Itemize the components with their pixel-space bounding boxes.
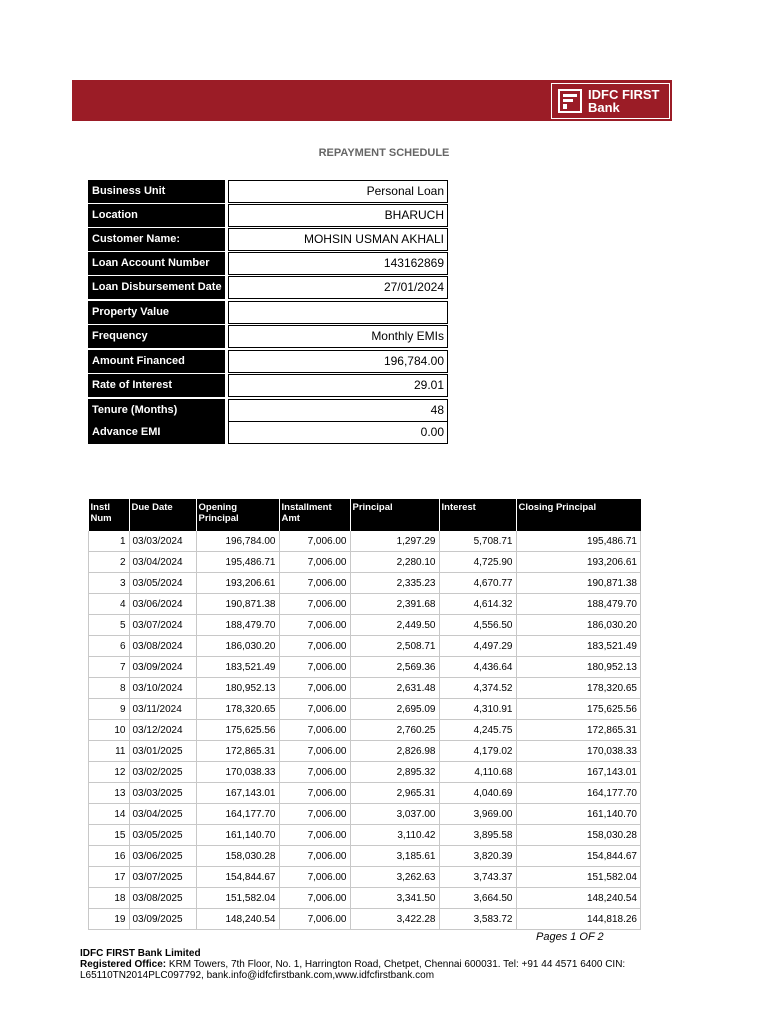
info-value: 27/01/2024 bbox=[228, 276, 448, 299]
table-row bbox=[89, 594, 641, 615]
table-cell: 1,297.29 bbox=[350, 531, 439, 552]
info-label: Loan Account Number bbox=[88, 252, 225, 275]
table-cell: 4,670.77 bbox=[439, 573, 516, 594]
info-label: Frequency bbox=[88, 325, 225, 348]
table-cell: 16 bbox=[89, 846, 130, 867]
info-value: MOHSIN USMAN AKHALI bbox=[228, 228, 448, 251]
table-cell: 7,006.00 bbox=[279, 846, 350, 867]
info-value: 0.00 bbox=[228, 421, 448, 444]
table-cell: 11 bbox=[89, 741, 130, 762]
table-cell: 3,422.28 bbox=[350, 909, 439, 930]
table-cell: 2,569.36 bbox=[350, 657, 439, 678]
table-row bbox=[89, 573, 641, 594]
page-number: Pages 1 OF 2 bbox=[536, 931, 604, 943]
table-cell: 3,583.72 bbox=[439, 909, 516, 930]
table-cell: 154,844.67 bbox=[516, 846, 641, 867]
info-value bbox=[228, 301, 448, 324]
info-label: Loan Disbursement Date bbox=[88, 276, 225, 299]
table-cell: 175,625.56 bbox=[196, 720, 279, 741]
table-cell: 10 bbox=[89, 720, 130, 741]
table-cell: 7,006.00 bbox=[279, 762, 350, 783]
table-cell: 183,521.49 bbox=[516, 636, 641, 657]
table-cell: 7,006.00 bbox=[279, 552, 350, 573]
table-cell: 151,582.04 bbox=[196, 888, 279, 909]
table-cell: 2,335.23 bbox=[350, 573, 439, 594]
table-cell: 190,871.38 bbox=[516, 573, 641, 594]
table-cell: 03/11/2024 bbox=[129, 699, 196, 720]
table-cell: 7,006.00 bbox=[279, 636, 350, 657]
table-cell: 7,006.00 bbox=[279, 741, 350, 762]
bank-logo-icon bbox=[558, 89, 582, 113]
table-cell: 1 bbox=[89, 531, 130, 552]
table-cell: 03/09/2024 bbox=[129, 657, 196, 678]
table-cell: 186,030.20 bbox=[516, 615, 641, 636]
table-cell: 190,871.38 bbox=[196, 594, 279, 615]
table-cell: 158,030.28 bbox=[516, 825, 641, 846]
table-cell: 4,245.75 bbox=[439, 720, 516, 741]
table-cell: 7,006.00 bbox=[279, 678, 350, 699]
table-row bbox=[89, 678, 641, 699]
table-cell: 4,614.32 bbox=[439, 594, 516, 615]
info-value: 196,784.00 bbox=[228, 350, 448, 373]
table-cell: 195,486.71 bbox=[196, 552, 279, 573]
table-row bbox=[89, 741, 641, 762]
table-cell: 03/06/2024 bbox=[129, 594, 196, 615]
table-cell: 7,006.00 bbox=[279, 615, 350, 636]
table-cell: 03/05/2025 bbox=[129, 825, 196, 846]
table-cell: 158,030.28 bbox=[196, 846, 279, 867]
table-cell: 7 bbox=[89, 657, 130, 678]
table-cell: 03/12/2024 bbox=[129, 720, 196, 741]
bank-logo-text bbox=[588, 88, 660, 114]
table-cell: 2 bbox=[89, 552, 130, 573]
table-cell: 7,006.00 bbox=[279, 531, 350, 552]
table-cell: 4,374.52 bbox=[439, 678, 516, 699]
table-cell: 2,895.32 bbox=[350, 762, 439, 783]
column-header: Interest bbox=[439, 499, 516, 531]
column-header: Closing Principal bbox=[516, 499, 641, 531]
table-cell: 13 bbox=[89, 783, 130, 804]
table-cell: 4,310.91 bbox=[439, 699, 516, 720]
table-cell: 14 bbox=[89, 804, 130, 825]
table-cell: 2,631.48 bbox=[350, 678, 439, 699]
table-cell: 03/05/2024 bbox=[129, 573, 196, 594]
table-cell: 7,006.00 bbox=[279, 783, 350, 804]
table-cell: 188,479.70 bbox=[516, 594, 641, 615]
table-cell: 3 bbox=[89, 573, 130, 594]
table-cell: 4,556.50 bbox=[439, 615, 516, 636]
table-cell: 03/07/2024 bbox=[129, 615, 196, 636]
table-cell: 148,240.54 bbox=[516, 888, 641, 909]
table-cell: 9 bbox=[89, 699, 130, 720]
table-cell: 03/08/2024 bbox=[129, 636, 196, 657]
table-row bbox=[89, 552, 641, 573]
table-cell: 7,006.00 bbox=[279, 909, 350, 930]
table-cell: 172,865.31 bbox=[516, 720, 641, 741]
table-cell: 7,006.00 bbox=[279, 888, 350, 909]
repayment-schedule-table bbox=[88, 499, 641, 930]
table-cell: 180,952.13 bbox=[196, 678, 279, 699]
table-cell: 4,179.02 bbox=[439, 741, 516, 762]
table-row bbox=[89, 615, 641, 636]
table-cell: 4,040.69 bbox=[439, 783, 516, 804]
table-cell: 4,436.64 bbox=[439, 657, 516, 678]
table-cell: 7,006.00 bbox=[279, 720, 350, 741]
table-row bbox=[89, 720, 641, 741]
table-cell: 193,206.61 bbox=[516, 552, 641, 573]
table-cell: 8 bbox=[89, 678, 130, 699]
table-cell: 03/01/2025 bbox=[129, 741, 196, 762]
column-header: Opening Principal bbox=[196, 499, 279, 531]
table-cell: 7,006.00 bbox=[279, 867, 350, 888]
table-body bbox=[89, 531, 641, 930]
table-cell: 183,521.49 bbox=[196, 657, 279, 678]
table-cell: 17 bbox=[89, 867, 130, 888]
table-cell: 161,140.70 bbox=[516, 804, 641, 825]
table-cell: 5,708.71 bbox=[439, 531, 516, 552]
table-cell: 18 bbox=[89, 888, 130, 909]
info-value: 143162869 bbox=[228, 252, 448, 275]
table-cell: 180,952.13 bbox=[516, 657, 641, 678]
info-value: Monthly EMIs bbox=[228, 325, 448, 348]
table-cell: 7,006.00 bbox=[279, 825, 350, 846]
table-cell: 12 bbox=[89, 762, 130, 783]
footer-address bbox=[80, 959, 670, 981]
table-cell: 186,030.20 bbox=[196, 636, 279, 657]
table-cell: 3,895.58 bbox=[439, 825, 516, 846]
footer-company: IDFC FIRST Bank Limited bbox=[80, 948, 201, 959]
footer-reg-label: Registered Office: bbox=[80, 959, 167, 970]
table-cell: 2,449.50 bbox=[350, 615, 439, 636]
table-cell: 170,038.33 bbox=[516, 741, 641, 762]
table-cell: 164,177.70 bbox=[516, 783, 641, 804]
info-label: Property Value bbox=[88, 301, 225, 324]
table-cell: 161,140.70 bbox=[196, 825, 279, 846]
table-row bbox=[89, 636, 641, 657]
table-cell: 7,006.00 bbox=[279, 573, 350, 594]
table-row bbox=[89, 531, 641, 552]
table-cell: 03/08/2025 bbox=[129, 888, 196, 909]
table-row bbox=[89, 699, 641, 720]
table-cell: 03/02/2025 bbox=[129, 762, 196, 783]
table-cell: 144,818.26 bbox=[516, 909, 641, 930]
info-label: Location bbox=[88, 204, 225, 227]
table-row bbox=[89, 909, 641, 930]
table-cell: 2,965.31 bbox=[350, 783, 439, 804]
table-cell: 3,262.63 bbox=[350, 867, 439, 888]
info-label: Rate of Interest bbox=[88, 374, 225, 397]
table-cell: 03/03/2025 bbox=[129, 783, 196, 804]
table-cell: 151,582.04 bbox=[516, 867, 641, 888]
table-cell: 4 bbox=[89, 594, 130, 615]
table-row bbox=[89, 867, 641, 888]
table-row bbox=[89, 657, 641, 678]
table-cell: 7,006.00 bbox=[279, 804, 350, 825]
table-cell: 7,006.00 bbox=[279, 657, 350, 678]
info-label: Customer Name: bbox=[88, 228, 225, 251]
table-row bbox=[89, 888, 641, 909]
table-row bbox=[89, 846, 641, 867]
table-cell: 3,037.00 bbox=[350, 804, 439, 825]
table-cell: 15 bbox=[89, 825, 130, 846]
table-cell: 2,391.68 bbox=[350, 594, 439, 615]
column-header: Principal bbox=[350, 499, 439, 531]
info-label: Advance EMI bbox=[88, 421, 225, 444]
bank-logo-line-1: IDFC FIRST bbox=[588, 87, 660, 102]
table-cell: 2,280.10 bbox=[350, 552, 439, 573]
table-cell: 03/10/2024 bbox=[129, 678, 196, 699]
info-label: Tenure (Months) bbox=[88, 399, 225, 422]
footer bbox=[80, 948, 670, 981]
table-cell: 5 bbox=[89, 615, 130, 636]
table-cell: 03/04/2025 bbox=[129, 804, 196, 825]
table-cell: 03/06/2025 bbox=[129, 846, 196, 867]
table-cell: 148,240.54 bbox=[196, 909, 279, 930]
table-row bbox=[89, 762, 641, 783]
table-cell: 2,760.25 bbox=[350, 720, 439, 741]
table-cell: 3,341.50 bbox=[350, 888, 439, 909]
table-cell: 3,110.42 bbox=[350, 825, 439, 846]
table-cell: 167,143.01 bbox=[196, 783, 279, 804]
table-row bbox=[89, 804, 641, 825]
table-cell: 167,143.01 bbox=[516, 762, 641, 783]
table-row bbox=[89, 825, 641, 846]
column-header: Installment Amt bbox=[279, 499, 350, 531]
info-value: Personal Loan bbox=[228, 180, 448, 203]
bank-logo-line-2: Bank bbox=[588, 100, 620, 115]
info-label: Business Unit bbox=[88, 180, 225, 203]
table-cell: 178,320.65 bbox=[196, 699, 279, 720]
info-value: BHARUCH bbox=[228, 204, 448, 227]
table-cell: 2,826.98 bbox=[350, 741, 439, 762]
table-cell: 175,625.56 bbox=[516, 699, 641, 720]
table-cell: 195,486.71 bbox=[516, 531, 641, 552]
column-header: Due Date bbox=[129, 499, 196, 531]
table-cell: 4,110.68 bbox=[439, 762, 516, 783]
table-cell: 4,497.29 bbox=[439, 636, 516, 657]
table-cell: 3,664.50 bbox=[439, 888, 516, 909]
table-cell: 3,969.00 bbox=[439, 804, 516, 825]
table-cell: 03/04/2024 bbox=[129, 552, 196, 573]
table-cell: 154,844.67 bbox=[196, 867, 279, 888]
table-cell: 03/09/2025 bbox=[129, 909, 196, 930]
table-cell: 03/07/2025 bbox=[129, 867, 196, 888]
table-cell: 6 bbox=[89, 636, 130, 657]
table-cell: 188,479.70 bbox=[196, 615, 279, 636]
table-cell: 196,784.00 bbox=[196, 531, 279, 552]
table-cell: 2,695.09 bbox=[350, 699, 439, 720]
table-cell: 170,038.33 bbox=[196, 762, 279, 783]
document-title: REPAYMENT SCHEDULE bbox=[318, 147, 450, 159]
table-cell: 19 bbox=[89, 909, 130, 930]
table-cell: 3,743.37 bbox=[439, 867, 516, 888]
table-cell: 193,206.61 bbox=[196, 573, 279, 594]
table-cell: 3,185.61 bbox=[350, 846, 439, 867]
table-cell: 178,320.65 bbox=[516, 678, 641, 699]
table-cell: 172,865.31 bbox=[196, 741, 279, 762]
table-cell: 4,725.90 bbox=[439, 552, 516, 573]
footer-reg-text: KRM Towers, 7th Floor, No. 1, Harrington Road, Chetpet, Chennai 600031. Tel: +91 44 4571 6400 CIN: L65110TN2014PLC097792, bank.info@idfcfirstbank.com,www.idfcfirstbank.com bbox=[80, 959, 626, 981]
table-cell: 2,508.71 bbox=[350, 636, 439, 657]
table-cell: 164,177.70 bbox=[196, 804, 279, 825]
info-value: 29.01 bbox=[228, 374, 448, 397]
table-header-row bbox=[89, 499, 641, 531]
table-row bbox=[89, 783, 641, 804]
info-label: Amount Financed bbox=[88, 350, 225, 373]
table-cell: 7,006.00 bbox=[279, 699, 350, 720]
bank-logo bbox=[551, 83, 670, 119]
table-cell: 03/03/2024 bbox=[129, 531, 196, 552]
table-cell: 3,820.39 bbox=[439, 846, 516, 867]
column-header: Instl Num bbox=[89, 499, 130, 531]
table-cell: 7,006.00 bbox=[279, 594, 350, 615]
info-value: 48 bbox=[228, 399, 448, 422]
